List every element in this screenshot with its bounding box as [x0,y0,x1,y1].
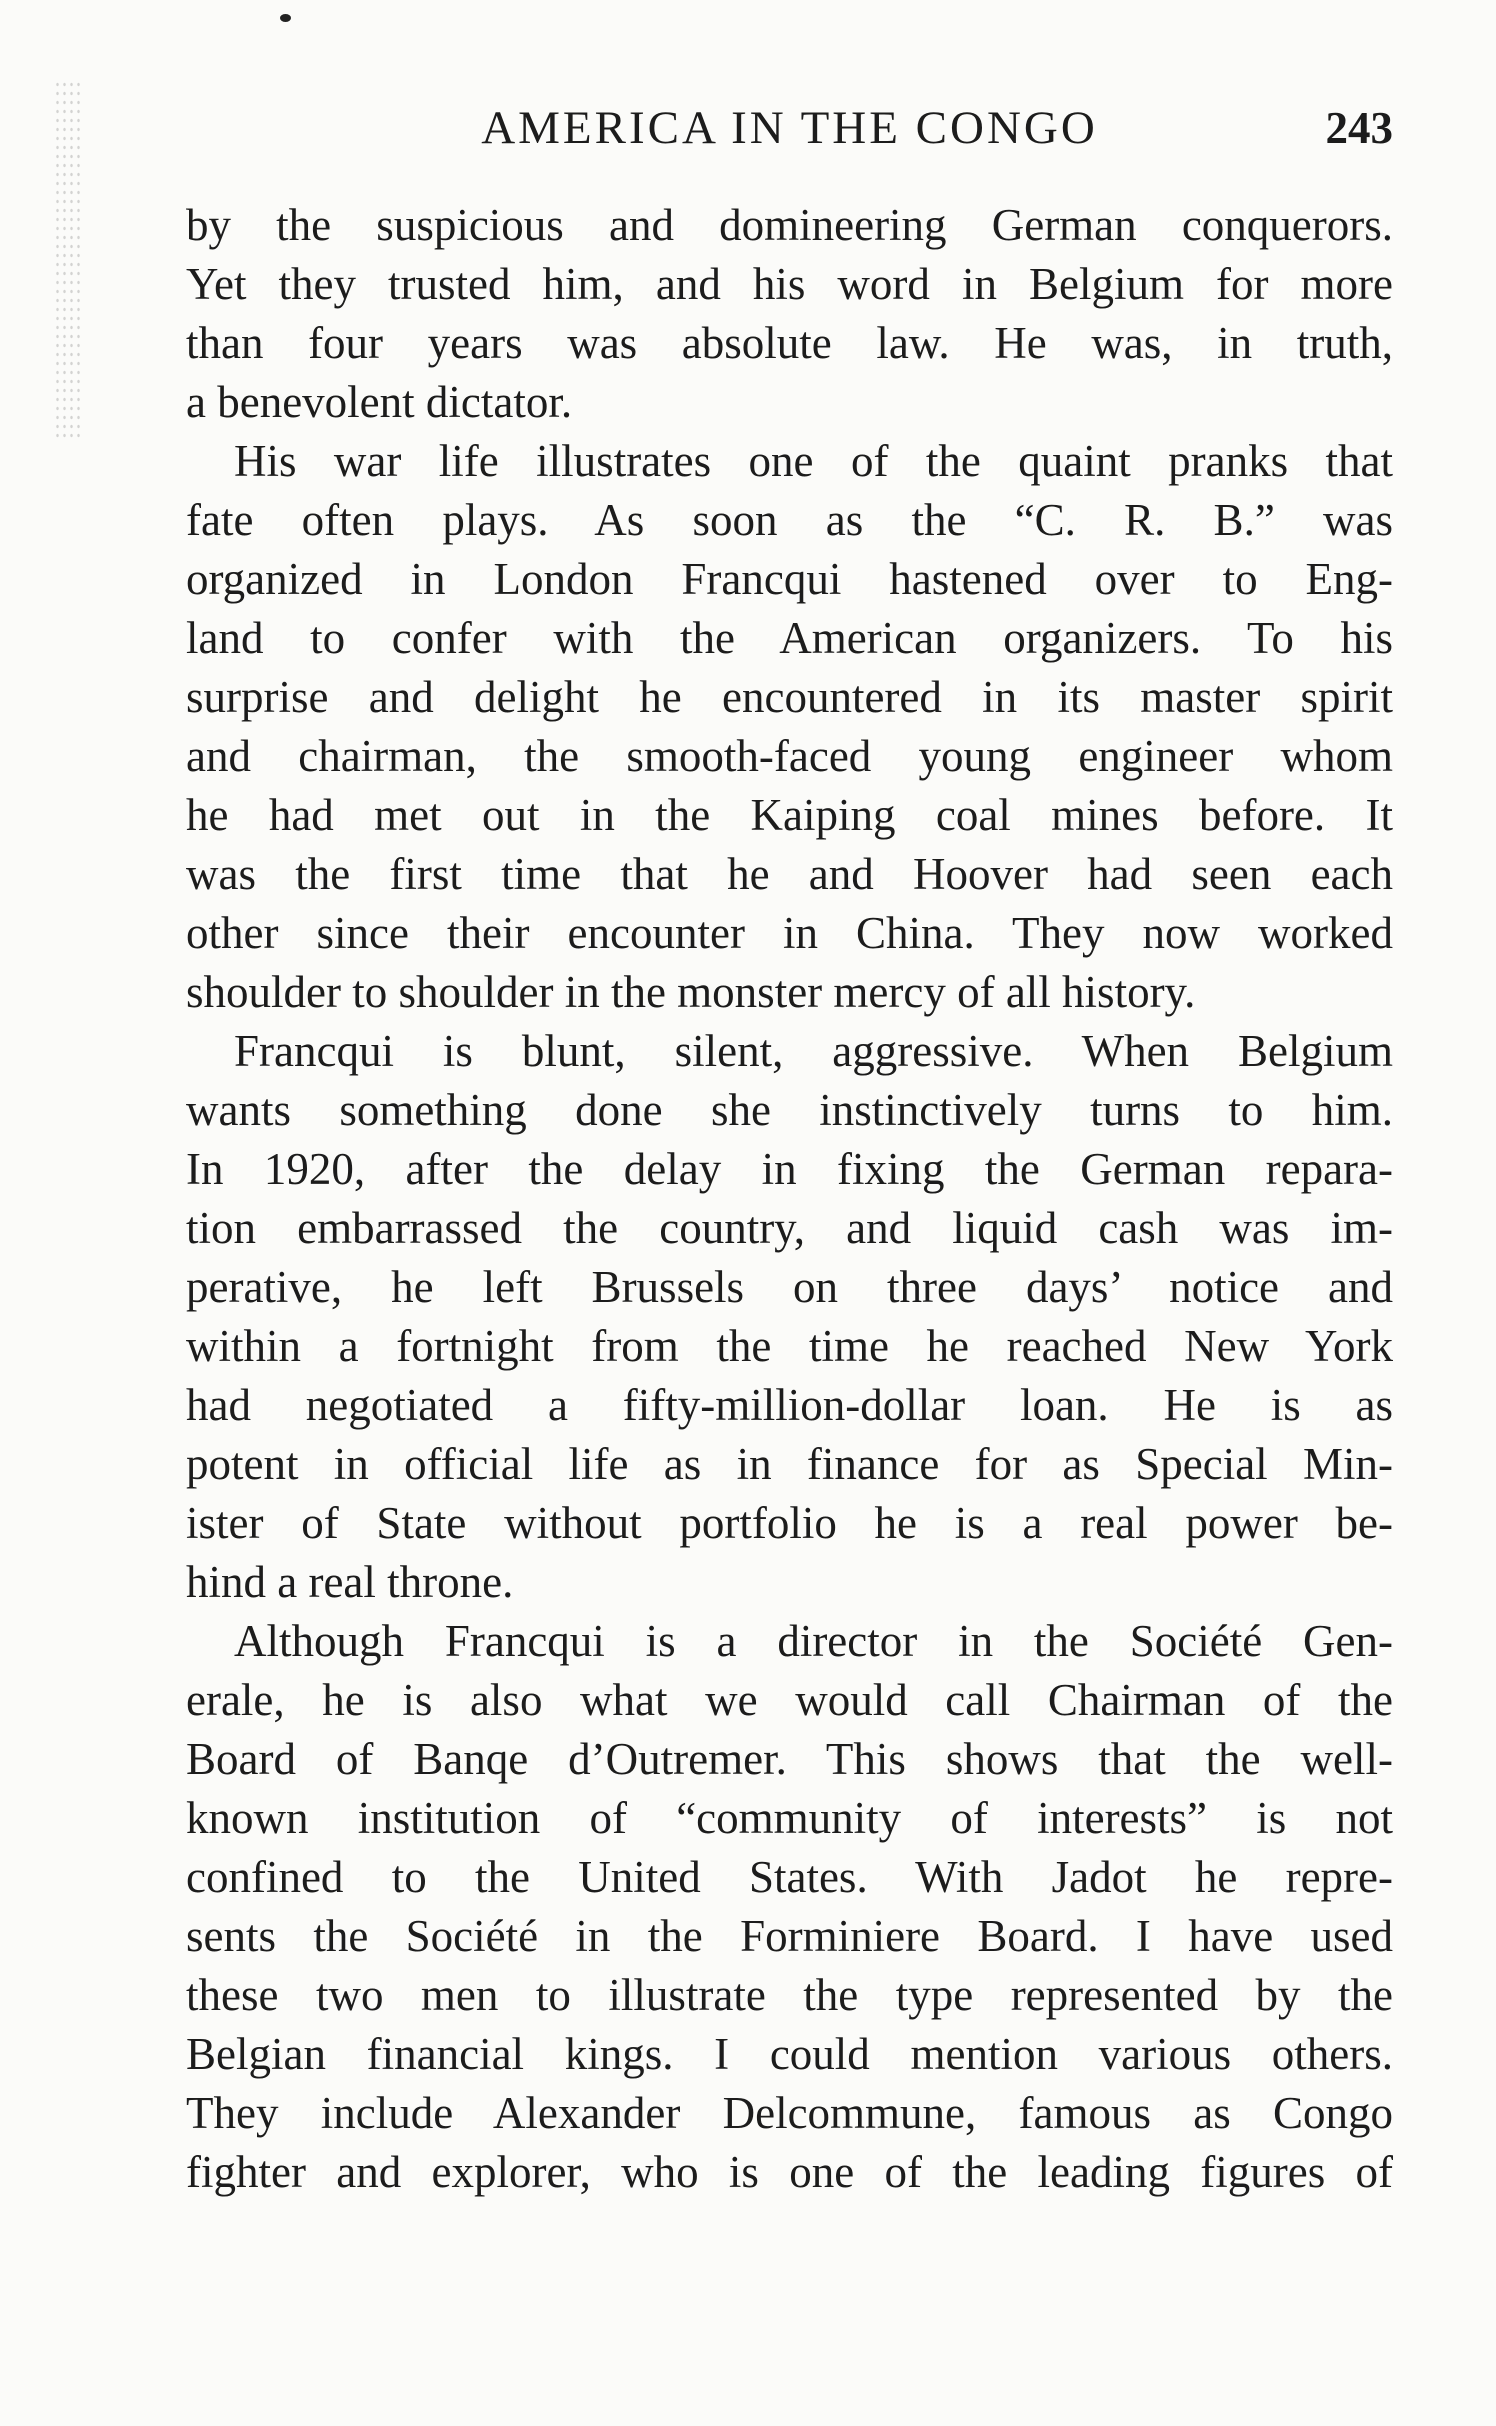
text-line: other since their encounter in China. They now worked [186,908,1393,958]
text-line: wants something done she instinctively turns to him. [186,1085,1393,1135]
text-line: fate often plays. As soon as the “C. R. B.” was [186,495,1393,545]
text-line: by the suspicious and domineering German conquerors. [186,200,1393,250]
running-title: AMERICA IN THE CONGO [481,102,1098,154]
text-line: erale, he is also what we would call Chairman of the [186,1675,1393,1725]
text-line: Yet they trusted him, and his word in Belgium for more [186,259,1393,309]
text-line: They include Alexander Delcommune, famous as Congo [186,2088,1393,2138]
page-number: 243 [1325,103,1393,153]
text-line: potent in official life as in finance for as Special Min- [186,1439,1393,1489]
text-line: shoulder to shoulder in the monster mercy of all history. [186,967,1196,1017]
text-line: a benevolent dictator. [186,377,573,427]
text-line: land to confer with the American organizers. To his [186,613,1393,663]
text-line: and chairman, the smooth-faced young engineer whom [186,731,1393,781]
text-line: was the first time that he and Hoover had seen each [186,849,1393,899]
text-line: tion embarrassed the country, and liquid cash was im- [186,1203,1393,1253]
page-header [186,92,1393,164]
text-line: he had met out in the Kaiping coal mines before. It [186,790,1393,840]
text-line: perative, he left Brussels on three days’ notice and [186,1262,1393,1312]
text-line: known institution of “community of interests” is not [186,1793,1393,1843]
text-line: In 1920, after the delay in fixing the German repara- [186,1144,1393,1194]
text-line: fighter and explorer, who is one of the leading figures of [186,2147,1393,2197]
margin-smudge [54,80,84,440]
ink-speck [280,14,291,22]
text-line: Francqui is blunt, silent, aggressive. When Belgium [234,1026,1393,1076]
text-line: Although Francqui is a director in the Société Gen- [234,1616,1393,1666]
text-line: His war life illustrates one of the quaint pranks that [234,436,1393,486]
text-line: these two men to illustrate the type represented by the [186,1970,1393,2020]
text-line: within a fortnight from the time he reached New York [186,1321,1393,1371]
text-line: than four years was absolute law. He was, in truth, [186,318,1393,368]
text-line: organized in London Francqui hastened over to Eng- [186,554,1393,604]
text-line: surprise and delight he encountered in its master spirit [186,672,1393,722]
text-line: Belgian financial kings. I could mention various others. [186,2029,1393,2079]
text-line: ister of State without portfolio he is a real power be- [186,1498,1393,1548]
text-line: hind a real throne. [186,1557,514,1607]
text-line: sents the Société in the Forminiere Board. I have used [186,1911,1393,1961]
text-line: Board of Banqe d’Outremer. This shows that the well- [186,1734,1393,1784]
text-line: had negotiated a fifty-million-dollar loan. He is as [186,1380,1393,1430]
text-line: confined to the United States. With Jadot he repre- [186,1852,1393,1902]
body-text [186,196,1393,2202]
